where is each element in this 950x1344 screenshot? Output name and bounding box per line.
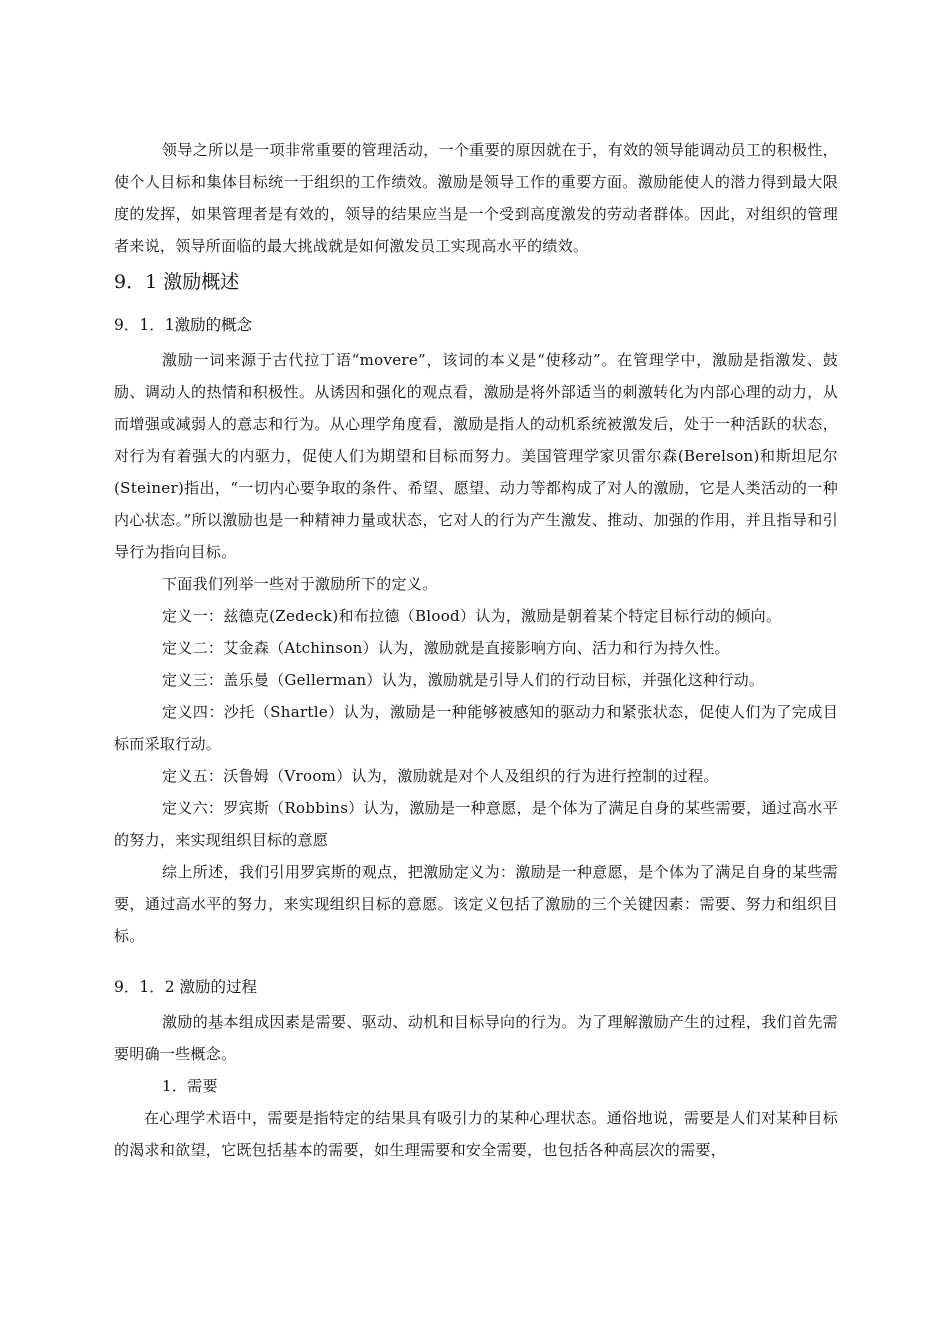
definition-item: 定义二：艾金森（Atchinson）认为，激励就是直接影响方向、活力和行为持久性。	[162, 639, 730, 657]
numbered-item-label: 1．需要	[162, 1077, 218, 1095]
section-heading-9-1: 9．1 激励概述	[114, 271, 240, 293]
document-page	[114, 134, 838, 1166]
definition-item: 定义六：罗宾斯（Robbins）认为，激励是一种意愿，是个体为了满足自身的某些需要，通过高水平的努力，来实现组织目标的意愿	[114, 799, 838, 849]
intro-paragraph: 领导之所以是一项非常重要的管理活动，一个重要的原因就在于，有效的领导能调动员工的积极性，使个人目标和集体目标统一于组织的工作绩效。激励是领导工作的重要方面。激励能使人的潜力得到最大限度的发挥，如果管理者是有效的，领导的结果应当是一个受到高度激发的劳动者群体。因此，对组织的管理者来说，领导所面临的最大挑战就是如何激发员工实现高水平的绩效。	[114, 141, 838, 255]
process-paragraph: 激励的基本组成因素是需要、驱动、动机和目标导向的行为。为了理解激励产生的过程，我们首先需要明确一些概念。	[114, 1013, 838, 1063]
definitions-intro: 下面我们列举一些对于激励所下的定义。	[162, 575, 438, 593]
section-spacer	[114, 952, 838, 966]
definition-item: 定义四：沙托（Shartle）认为，激励是一种能够被感知的驱动力和紧张状态，促使人们为了完成目标而采取行动。	[114, 703, 838, 753]
concept-paragraph: 激励一词来源于古代拉丁语“movere”，该词的本义是“使移动”。在管理学中，激励是指激发、鼓励、调动人的热情和积极性。从诱因和强化的观点看，激励是将外部适当的刺激转化为内部心理的动力，从而增强或减弱人的意志和行为。从心理学角度看，激励是指人的动机系统被激发后，处于一种活跃的状态，对行为有着强大的内驱力，促使人们为期望和目标而努力。美国管理学家贝雷尔森(Berelson)和斯坦尼尔 (Steiner)指出，“一切内心要争取的条件、希望、愿望、动力等都构成了对人的激励，它是人类活动的一种内心状态。”所以激励也是一种精神力量或状态，它对人的行为产生激发、推动、加强的作用，并且指导和引导行为指向目标。	[114, 351, 838, 561]
need-paragraph: 在心理学术语中，需要是指特定的结果具有吸引力的某种心理状态。通俗地说，需要是人们对某种目标的渴求和欲望，它既包括基本的需要，如生理需要和安全需要，也包括各种高层次的需要，	[114, 1109, 838, 1159]
summary-paragraph: 综上所述，我们引用罗宾斯的观点，把激励定义为：激励是一种意愿，是个体为了满足自身的某些需要，通过高水平的努力，来实现组织目标的意愿。该定义包括了激励的三个关键因素：需要、努力和组织目标。	[114, 863, 838, 945]
definition-item: 定义五：沃鲁姆（Vroom）认为，激励就是对个人及组织的行为进行控制的过程。	[162, 767, 719, 785]
subsection-heading-9-1-2: 9．1．2 激励的过程	[114, 978, 258, 996]
definition-item: 定义一：兹德克(Zedeck)和布拉德（Blood）认为，激励是朝着某个特定目标行动的倾向。	[162, 607, 782, 625]
definition-item: 定义三：盖乐曼（Gellerman）认为，激励就是引导人们的行动目标，并强化这种行动。	[162, 671, 765, 689]
subsection-heading-9-1-1: 9．1．1激励的概念	[114, 316, 253, 334]
